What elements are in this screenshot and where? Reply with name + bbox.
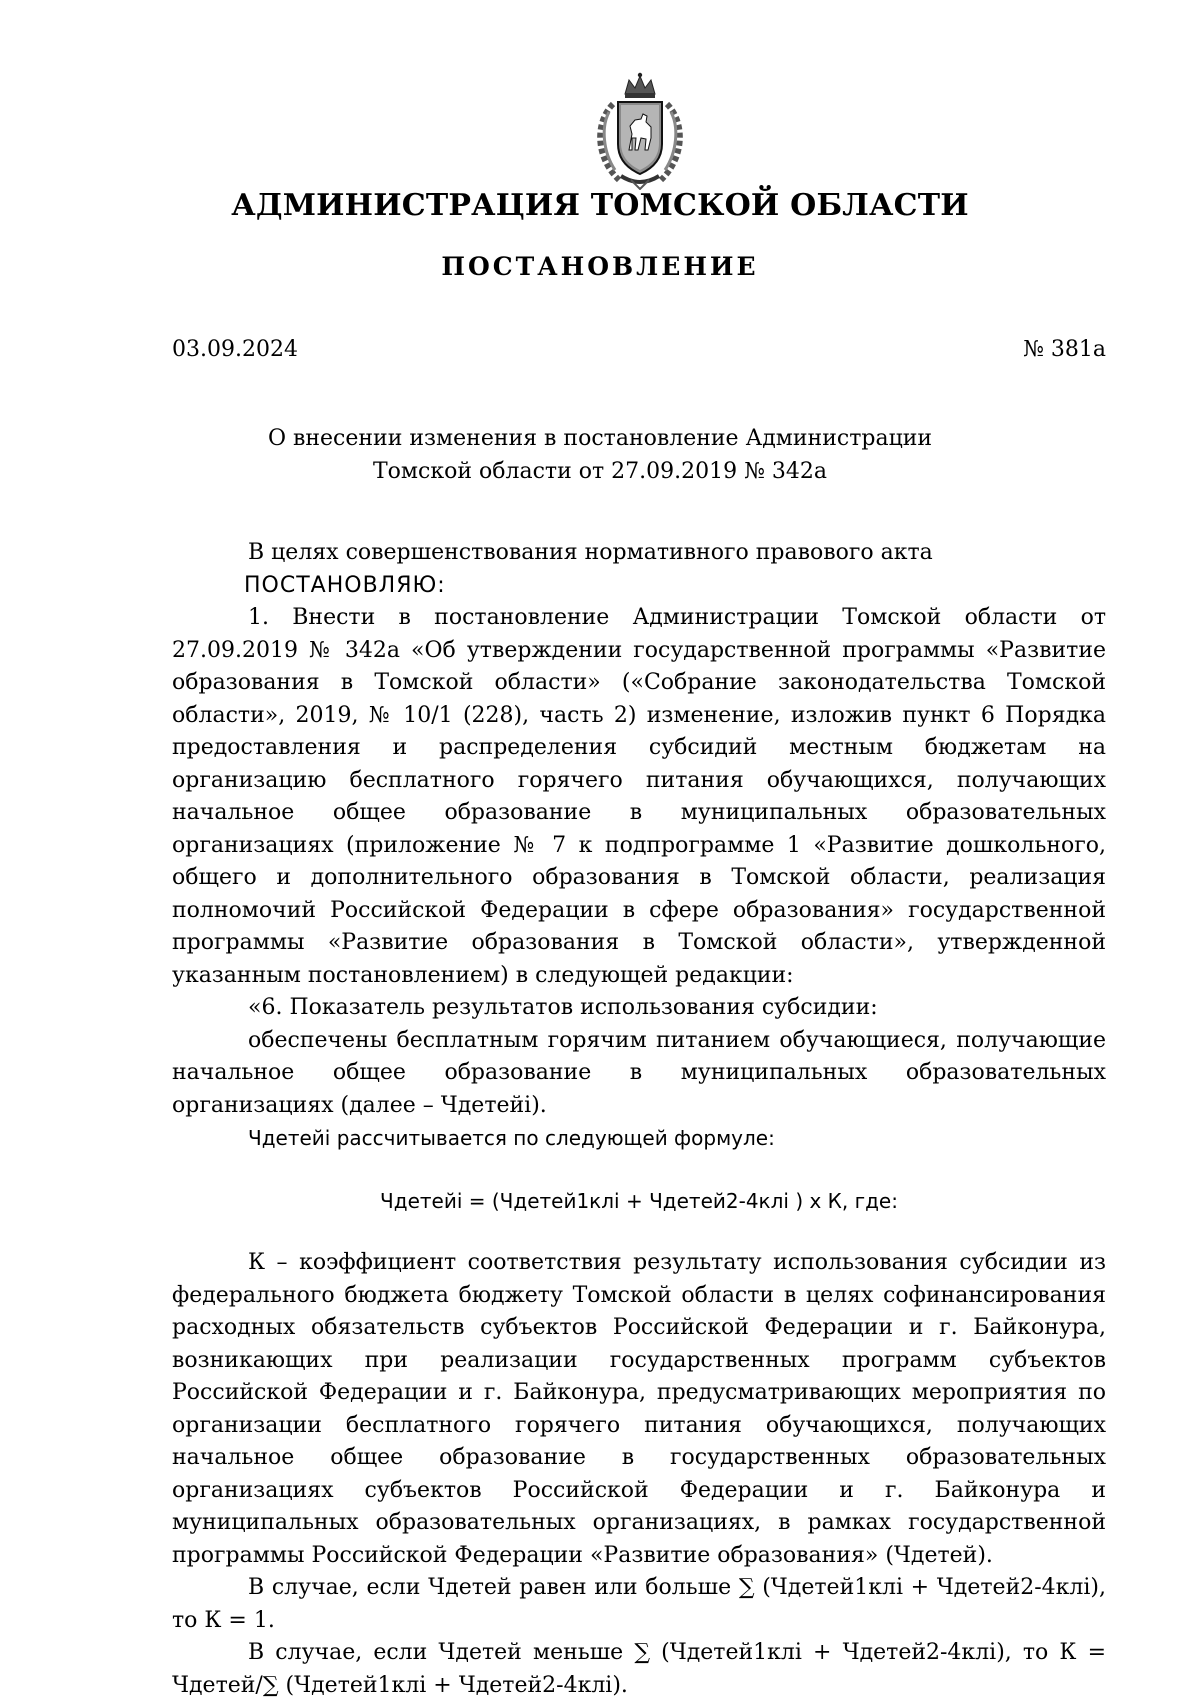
decree-word: ПОСТАНОВЛЯЮ: [244, 572, 446, 598]
organization-title: АДМИНИСТРАЦИЯ ТОМСКОЙ ОБЛАСТИ [231, 188, 969, 223]
coat-of-arms-icon [585, 72, 695, 190]
k-definition-paragraph: К – коэффициент соответствия результату использования субсидии из федерального бюджета бюджету Томской области в целях софинансирования расходных обязательств субъектов Российской Федерации и г. Байконура, возникающих при реализации государственных программ субъектов Российской Федерации и г. Байконура, предусматривающих мероприятия по организации бесплатного горячего питания обучающихся, получающих начальное общее образование в государственных образовательных организациях субъектов Российской Федерации и г. Байконура и муниципальных образовательных организациях, в рамках государственной программы Российской Федерации «Развитие образования» (Чдетей). [172, 1250, 1106, 1568]
subject-line-1: О внесении изменения в постановление Администрации [267, 426, 933, 451]
subject-line-2: Томской области от 27.09.2019 № 342а [372, 459, 828, 484]
case-2-paragraph: В случае, если Чдетей меньше ∑ (Чдетей1клi + Чдетей2-4клi), то К = Чдетей/∑ (Чдетей1клi + Чдетей2-4клi). [172, 1640, 1106, 1698]
document-number: № 381а [1023, 337, 1106, 362]
formula: Чдетейi = (Чдетей1клi + Чдетей2-4клi ) х К, где: [380, 1188, 898, 1213]
preamble-paragraph: В целях совершенствования нормативного правового акта [248, 540, 933, 565]
item-6-heading: «6. Показатель результатов использования субсидии: [248, 995, 878, 1020]
document-type: ПОСТАНОВЛЕНИЕ [441, 252, 759, 281]
document-date: 03.09.2024 [172, 337, 298, 362]
calculation-intro: Чдетейi рассчитывается по следующей формуле: [248, 1126, 775, 1150]
item-1-paragraph: 1. Внести в постановление Администрации Томской области от 27.09.2019 № 342а «Об утверждении государственной программы «Развитие образования в Томской области» («Собрание законодательства Томской области», 2019, № 10/1 (228), часть 2) изменение, изложив пункт 6 Порядка предоставления и распределения субсидий местным бюджетам на организацию бесплатного горячего питания обучающихся, получающих начальное общее образование в муниципальных образовательных организациях (приложение № 7 к подпрограмме 1 «Развитие дошкольного, общего и дополнительного образования в Томской области, реализация полномочий Российской Федерации в сфере образования» государственной программы «Развитие образования в Томской области», утвержденной указанным постановлением) в следующей редакции: [172, 605, 1106, 988]
document-body [172, 537, 1106, 1702]
document-subject [0, 422, 1200, 488]
case-1-paragraph: В случае, если Чдетей равен или больше ∑ (Чдетей1клi + Чдетей2-4клi), то К = 1. [172, 1575, 1106, 1633]
indicator-paragraph: обеспечены бесплатным горячим питанием обучающиеся, получающие начальное общее образование в муниципальных образовательных организациях (далее – Чдетейi). [172, 1027, 1106, 1118]
